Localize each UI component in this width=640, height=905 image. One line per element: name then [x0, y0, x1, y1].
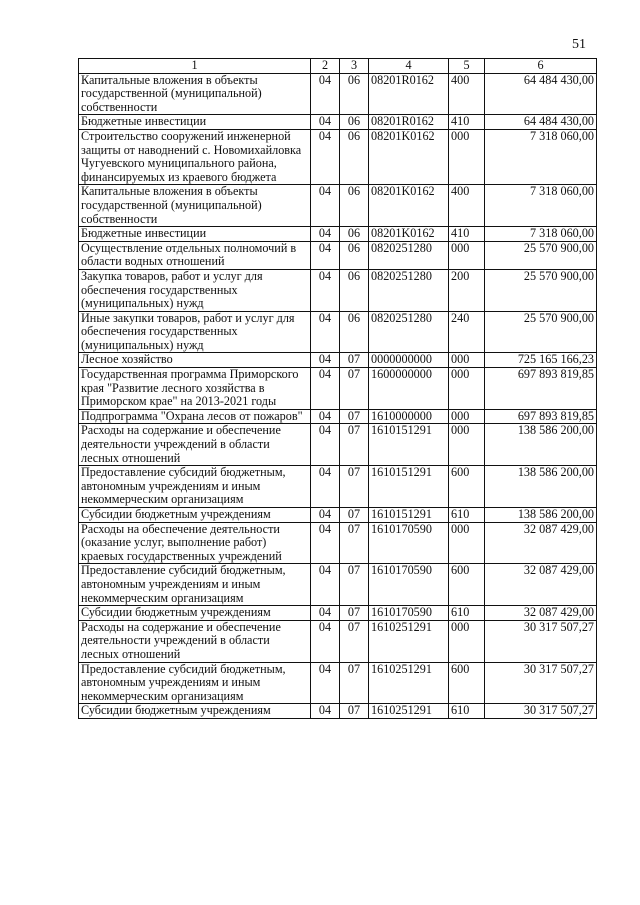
row-section-code: 04 — [311, 522, 340, 564]
row-expense-type-code: 600 — [449, 466, 485, 508]
row-expense-type-code: 400 — [449, 185, 485, 227]
row-expense-type-code: 610 — [449, 704, 485, 719]
row-expense-type-code: 610 — [449, 508, 485, 523]
row-expense-type-code: 000 — [449, 129, 485, 184]
table-row — [79, 368, 597, 410]
row-amount: 64 484 430,00 — [485, 73, 597, 115]
row-subsection-code: 06 — [340, 73, 369, 115]
table-body — [79, 73, 597, 718]
row-section-code: 04 — [311, 73, 340, 115]
table-row — [79, 564, 597, 606]
row-target-article-code: 08201K0162 — [369, 185, 449, 227]
row-amount: 25 570 900,00 — [485, 311, 597, 353]
row-amount: 697 893 819,85 — [485, 368, 597, 410]
row-expense-type-code: 000 — [449, 522, 485, 564]
table-row — [79, 424, 597, 466]
row-subsection-code: 06 — [340, 241, 369, 269]
row-expense-type-code: 000 — [449, 424, 485, 466]
row-section-code: 04 — [311, 620, 340, 662]
row-name: Бюджетные инвестиции — [79, 115, 311, 130]
row-amount: 64 484 430,00 — [485, 115, 597, 130]
row-name: Предоставление субсидий бюджетным, автономным учреждениям и иным некоммерческим организациям — [79, 662, 311, 704]
row-section-code: 04 — [311, 564, 340, 606]
row-expense-type-code: 610 — [449, 606, 485, 621]
row-section-code: 04 — [311, 606, 340, 621]
row-target-article-code: 1610170590 — [369, 564, 449, 606]
row-target-article-code: 1610170590 — [369, 606, 449, 621]
row-amount: 25 570 900,00 — [485, 241, 597, 269]
table-row — [79, 522, 597, 564]
table-row — [79, 241, 597, 269]
header-col-6: 6 — [485, 59, 597, 74]
row-name: Подпрограмма "Охрана лесов от пожаров" — [79, 409, 311, 424]
table-row — [79, 227, 597, 242]
row-name: Капитальные вложения в объекты государственной (муниципальной) собственности — [79, 73, 311, 115]
row-target-article-code: 1600000000 — [369, 368, 449, 410]
row-name: Бюджетные инвестиции — [79, 227, 311, 242]
row-expense-type-code: 410 — [449, 227, 485, 242]
row-subsection-code: 07 — [340, 704, 369, 719]
row-subsection-code: 07 — [340, 620, 369, 662]
row-name: Субсидии бюджетным учреждениям — [79, 704, 311, 719]
table-row — [79, 620, 597, 662]
row-subsection-code: 06 — [340, 115, 369, 130]
row-expense-type-code: 600 — [449, 564, 485, 606]
row-name: Лесное хозяйство — [79, 353, 311, 368]
table-row — [79, 508, 597, 523]
table-row — [79, 311, 597, 353]
row-name: Расходы на содержание и обеспечение деятельности учреждений в области лесных отношений — [79, 424, 311, 466]
table-row — [79, 185, 597, 227]
row-amount: 30 317 507,27 — [485, 662, 597, 704]
row-target-article-code: 08201K0162 — [369, 227, 449, 242]
row-section-code: 04 — [311, 129, 340, 184]
row-name: Субсидии бюджетным учреждениям — [79, 606, 311, 621]
row-name: Предоставление субсидий бюджетным, автономным учреждениям и иным некоммерческим организациям — [79, 466, 311, 508]
row-expense-type-code: 410 — [449, 115, 485, 130]
row-name: Предоставление субсидий бюджетным, автономным учреждениям и иным некоммерческим организациям — [79, 564, 311, 606]
row-section-code: 04 — [311, 424, 340, 466]
row-section-code: 04 — [311, 311, 340, 353]
table-row — [79, 409, 597, 424]
row-target-article-code: 0820251280 — [369, 269, 449, 311]
row-subsection-code: 07 — [340, 522, 369, 564]
row-target-article-code: 0820251280 — [369, 311, 449, 353]
table-row — [79, 129, 597, 184]
row-amount: 138 586 200,00 — [485, 424, 597, 466]
table-row — [79, 115, 597, 130]
row-amount: 32 087 429,00 — [485, 522, 597, 564]
row-amount: 30 317 507,27 — [485, 620, 597, 662]
row-amount: 30 317 507,27 — [485, 704, 597, 719]
row-amount: 697 893 819,85 — [485, 409, 597, 424]
row-subsection-code: 06 — [340, 311, 369, 353]
row-expense-type-code: 000 — [449, 353, 485, 368]
header-col-2: 2 — [311, 59, 340, 74]
row-amount: 138 586 200,00 — [485, 508, 597, 523]
page-number: 51 — [572, 37, 586, 52]
row-amount: 7 318 060,00 — [485, 227, 597, 242]
row-amount: 25 570 900,00 — [485, 269, 597, 311]
row-section-code: 04 — [311, 368, 340, 410]
row-amount: 7 318 060,00 — [485, 129, 597, 184]
row-subsection-code: 06 — [340, 269, 369, 311]
row-expense-type-code: 000 — [449, 241, 485, 269]
table-row — [79, 662, 597, 704]
header-col-4: 4 — [369, 59, 449, 74]
header-col-5: 5 — [449, 59, 485, 74]
row-subsection-code: 07 — [340, 409, 369, 424]
row-target-article-code: 08201K0162 — [369, 129, 449, 184]
row-target-article-code: 0000000000 — [369, 353, 449, 368]
row-target-article-code: 1610251291 — [369, 620, 449, 662]
row-subsection-code: 07 — [340, 466, 369, 508]
row-target-article-code: 1610251291 — [369, 704, 449, 719]
table-row — [79, 73, 597, 115]
row-name: Осуществление отдельных полномочий в области водных отношений — [79, 241, 311, 269]
row-target-article-code: 08201R0162 — [369, 115, 449, 130]
row-name: Закупка товаров, работ и услуг для обеспечения государственных (муниципальных) нужд — [79, 269, 311, 311]
row-section-code: 04 — [311, 227, 340, 242]
row-name: Строительство сооружений инженерной защиты от наводнений с. Новомихайловка Чугуевского муниципального района, финансируемых из краевого бюджета — [79, 129, 311, 184]
row-subsection-code: 07 — [340, 353, 369, 368]
header-row — [79, 59, 597, 74]
header-col-1: 1 — [79, 59, 311, 74]
budget-table — [78, 58, 597, 719]
row-amount: 725 165 166,23 — [485, 353, 597, 368]
row-target-article-code: 0820251280 — [369, 241, 449, 269]
table-header — [79, 59, 597, 74]
row-expense-type-code: 200 — [449, 269, 485, 311]
row-expense-type-code: 400 — [449, 73, 485, 115]
row-subsection-code: 06 — [340, 129, 369, 184]
row-subsection-code: 07 — [340, 564, 369, 606]
row-expense-type-code: 000 — [449, 409, 485, 424]
row-name: Капитальные вложения в объекты государственной (муниципальной) собственности — [79, 185, 311, 227]
row-subsection-code: 07 — [340, 662, 369, 704]
row-name: Расходы на обеспечение деятельности (оказание услуг, выполнение работ) краевых государственных учреждений — [79, 522, 311, 564]
row-name: Иные закупки товаров, работ и услуг для обеспечения государственных (муниципальных) нужд — [79, 311, 311, 353]
row-expense-type-code: 600 — [449, 662, 485, 704]
header-col-3: 3 — [340, 59, 369, 74]
row-amount: 138 586 200,00 — [485, 466, 597, 508]
table-row — [79, 466, 597, 508]
row-section-code: 04 — [311, 269, 340, 311]
row-amount: 32 087 429,00 — [485, 606, 597, 621]
row-target-article-code: 1610000000 — [369, 409, 449, 424]
row-expense-type-code: 000 — [449, 368, 485, 410]
row-amount: 7 318 060,00 — [485, 185, 597, 227]
row-section-code: 04 — [311, 409, 340, 424]
row-target-article-code: 1610170590 — [369, 522, 449, 564]
row-section-code: 04 — [311, 704, 340, 719]
row-target-article-code: 1610151291 — [369, 424, 449, 466]
row-expense-type-code: 240 — [449, 311, 485, 353]
row-expense-type-code: 000 — [449, 620, 485, 662]
row-section-code: 04 — [311, 662, 340, 704]
row-target-article-code: 1610151291 — [369, 466, 449, 508]
row-section-code: 04 — [311, 466, 340, 508]
row-section-code: 04 — [311, 353, 340, 368]
row-subsection-code: 06 — [340, 185, 369, 227]
row-subsection-code: 07 — [340, 424, 369, 466]
row-section-code: 04 — [311, 185, 340, 227]
table-row — [79, 353, 597, 368]
row-section-code: 04 — [311, 115, 340, 130]
row-subsection-code: 07 — [340, 508, 369, 523]
row-target-article-code: 1610251291 — [369, 662, 449, 704]
row-name: Государственная программа Приморского края "Развитие лесного хозяйства в Приморском крае" на 2013-2021 годы — [79, 368, 311, 410]
row-subsection-code: 07 — [340, 606, 369, 621]
table-row — [79, 269, 597, 311]
row-section-code: 04 — [311, 508, 340, 523]
row-name: Субсидии бюджетным учреждениям — [79, 508, 311, 523]
table-row — [79, 704, 597, 719]
row-subsection-code: 07 — [340, 368, 369, 410]
row-amount: 32 087 429,00 — [485, 564, 597, 606]
row-subsection-code: 06 — [340, 227, 369, 242]
row-name: Расходы на содержание и обеспечение деятельности учреждений в области лесных отношений — [79, 620, 311, 662]
table-row — [79, 606, 597, 621]
row-section-code: 04 — [311, 241, 340, 269]
row-target-article-code: 08201R0162 — [369, 73, 449, 115]
row-target-article-code: 1610151291 — [369, 508, 449, 523]
